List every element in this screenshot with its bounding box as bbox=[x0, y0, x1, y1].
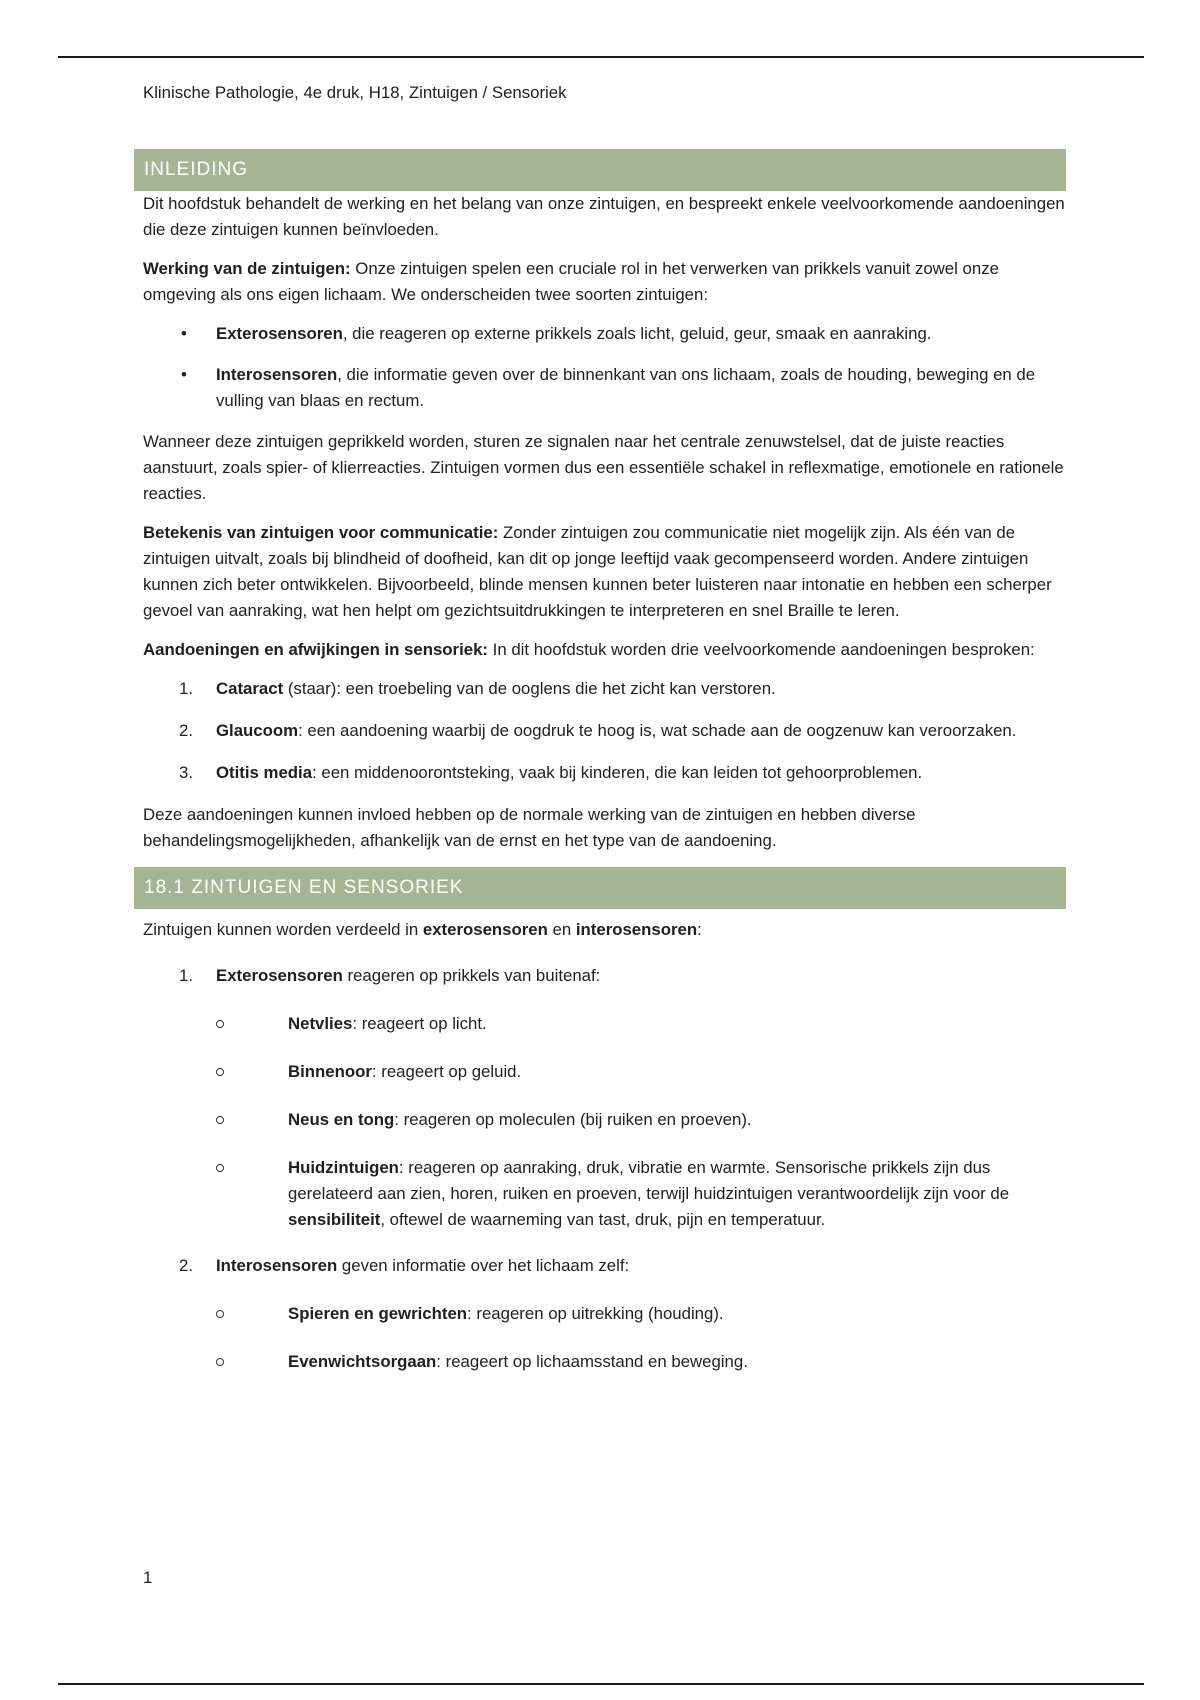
list-number: 2. bbox=[179, 721, 193, 740]
list-item-text: reageren op prikkels van buitenaf: bbox=[342, 966, 601, 985]
sub-list-item bbox=[216, 1107, 1073, 1133]
sub-item-term: Huidzintuigen bbox=[288, 1158, 399, 1177]
sub-list-item bbox=[216, 1011, 1073, 1037]
sub-item-text: : reageert op licht. bbox=[352, 1014, 487, 1033]
list-item-term: Glaucoom bbox=[216, 721, 299, 740]
circle-bullet-icon bbox=[216, 1020, 224, 1028]
list-item-text: : een middenoorontsteking, vaak bij kinderen, die kan leiden tot gehoorproblemen. bbox=[312, 763, 923, 782]
werking-label: Werking van de zintuigen: bbox=[143, 259, 351, 278]
section-intro-text: en bbox=[547, 920, 576, 939]
bullet-marker: • bbox=[181, 365, 187, 384]
sub-list-item bbox=[216, 1349, 1073, 1375]
list-item-term: Otitis media bbox=[216, 763, 313, 782]
condition-list bbox=[143, 676, 1073, 786]
top-rule bbox=[58, 56, 1144, 58]
list-item-text: , die reageren op externe prikkels zoals licht, geluid, geur, smaak en aanraking. bbox=[342, 324, 932, 343]
sensor-group-list bbox=[143, 963, 1073, 1375]
list-item-term: Cataract bbox=[216, 679, 284, 698]
list-number: 1. bbox=[179, 966, 193, 985]
sub-item-text: : reageren op moleculen (bij ruiken en proeven). bbox=[394, 1110, 752, 1129]
sub-item-text: : reageren op uitrekking (houding). bbox=[467, 1304, 724, 1323]
wanneer-paragraph: Wanneer deze zintuigen geprikkeld worden, sturen ze signalen naar het centrale zenuwstelsel, dat de juiste reacties aanstuurt, zoals spier- of klierreacties. Zintuigen vormen dus een essentiële schakel in reflexmatige, emotionele en rationele reacties. bbox=[143, 432, 1064, 503]
sub-list-item bbox=[216, 1059, 1073, 1085]
werking-text: Onze zintuigen spelen een cruciale rol in het verwerken van prikkels vanuit zowel onze omgeving als ons eigen lichaam. We onderscheiden twee soorten zintuigen: bbox=[143, 259, 999, 304]
exterosensor-list bbox=[216, 1011, 1073, 1233]
sub-item-term: sensibiliteit bbox=[288, 1210, 381, 1229]
aandoeningen-text: In dit hoofdstuk worden drie veelvoorkomende aandoeningen besproken: bbox=[488, 640, 1035, 659]
sub-list-item bbox=[216, 1301, 1073, 1327]
slot-paragraph: Deze aandoeningen kunnen invloed hebben op de normale werking van de zintuigen en hebben diverse behandelingsmogelijkheden, afhankelijk van de ernst en het type van de aandoening. bbox=[143, 805, 916, 850]
list-item bbox=[143, 963, 1073, 1233]
list-item bbox=[143, 718, 1073, 744]
sub-item-term: Neus en tong bbox=[288, 1110, 395, 1129]
list-item-term: Exterosensoren bbox=[216, 966, 343, 985]
document-page bbox=[143, 80, 1073, 1397]
betekenis-paragraph bbox=[143, 520, 1073, 624]
sub-item-text: , oftewel de waarneming van tast, druk, pijn en temperatuur. bbox=[380, 1210, 826, 1229]
list-item bbox=[143, 676, 1073, 702]
list-number: 1. bbox=[179, 679, 193, 698]
sub-list-item bbox=[216, 1155, 1073, 1233]
list-item-text: geven informatie over het lichaam zelf: bbox=[337, 1256, 630, 1275]
betekenis-label: Betekenis van zintuigen voor communicatie: bbox=[143, 523, 499, 542]
sub-item-term: Netvlies bbox=[288, 1014, 353, 1033]
aandoeningen-paragraph bbox=[143, 637, 1073, 663]
section-intro-paragraph bbox=[143, 917, 1073, 943]
list-item-text: , die informatie geven over de binnenkant van ons lichaam, zoals de houding, beweging en de vulling van blaas en rectum. bbox=[216, 365, 1036, 410]
sub-item-text: : reageren op aanraking, druk, vibratie en warmte. Sensorische prikkels zijn dus gerelateerd aan zien, horen, ruiken en proeven, terwijl huidzintuigen verantwoordelijk zijn voor de bbox=[288, 1158, 1010, 1203]
list-item bbox=[143, 362, 1073, 414]
section-intro-term: interosensoren bbox=[575, 920, 698, 939]
section-heading-18-1: 18.1 ZINTUIGEN EN SENSORIEK bbox=[134, 867, 1066, 909]
list-item bbox=[143, 760, 1073, 786]
sub-item-term: Binnenoor bbox=[288, 1062, 372, 1081]
section-intro-text: Zintuigen kunnen worden verdeeld in bbox=[143, 920, 423, 939]
betekenis-text: Zonder zintuigen zou communicatie niet mogelijk zijn. Als één van de zintuigen uitvalt, zoals bij blindheid of doofheid, kan dit op jonge leeftijd vaak gecompenseerd worden. Andere zintuigen kunnen zich beter ontwikkelen. Bijvoorbeeld, blinde mensen kunnen beter luisteren naar intonatie en hebben een scherper gevoel van aanraking, wat hen helpt om gezichtsuitdrukkingen te interpreteren en snel Braille te leren. bbox=[143, 523, 1052, 620]
circle-bullet-icon bbox=[216, 1116, 224, 1124]
list-item-text: (staar): een troebeling van de ooglens die het zicht kan verstoren. bbox=[283, 679, 776, 698]
sub-item-term: Spieren en gewrichten bbox=[288, 1304, 468, 1323]
list-item-term: Interosensoren bbox=[216, 1256, 338, 1275]
running-header: Klinische Pathologie, 4e druk, H18, Zintuigen / Sensoriek bbox=[143, 83, 567, 102]
bullet-marker: • bbox=[181, 324, 187, 343]
list-number: 2. bbox=[179, 1256, 193, 1275]
list-item bbox=[143, 1253, 1073, 1375]
list-item-term: Exterosensoren bbox=[216, 324, 343, 343]
circle-bullet-icon bbox=[216, 1068, 224, 1076]
list-item-text: : een aandoening waarbij de oogdruk te hoog is, wat schade aan de oogzenuw kan veroorzaken. bbox=[298, 721, 1017, 740]
bottom-rule bbox=[58, 1683, 1144, 1685]
werking-paragraph bbox=[143, 256, 1073, 308]
page-number: 1 bbox=[143, 1568, 153, 1587]
intro-paragraph: Dit hoofdstuk behandelt de werking en het belang van onze zintuigen, en bespreekt enkele veelvoorkomende aandoeningen die deze zintuigen kunnen beïnvloeden. bbox=[143, 194, 1065, 239]
list-item-term: Interosensoren bbox=[216, 365, 338, 384]
aandoeningen-label: Aandoeningen en afwijkingen in sensoriek: bbox=[143, 640, 489, 659]
sub-item-term: Evenwichtsorgaan bbox=[288, 1352, 437, 1371]
list-item bbox=[143, 321, 1073, 347]
interosensor-list bbox=[216, 1301, 1073, 1375]
list-number: 3. bbox=[179, 763, 193, 782]
circle-bullet-icon bbox=[216, 1310, 224, 1318]
section-heading-inleiding: INLEIDING bbox=[134, 149, 1066, 191]
circle-bullet-icon bbox=[216, 1164, 224, 1172]
section-intro-term: exterosensoren bbox=[422, 920, 548, 939]
sub-item-text: : reageert op lichaamsstand en beweging. bbox=[436, 1352, 748, 1371]
section-intro-text: : bbox=[697, 920, 702, 939]
circle-bullet-icon bbox=[216, 1358, 224, 1366]
sensor-type-list bbox=[143, 321, 1073, 414]
sub-item-text: : reageert op geluid. bbox=[371, 1062, 522, 1081]
